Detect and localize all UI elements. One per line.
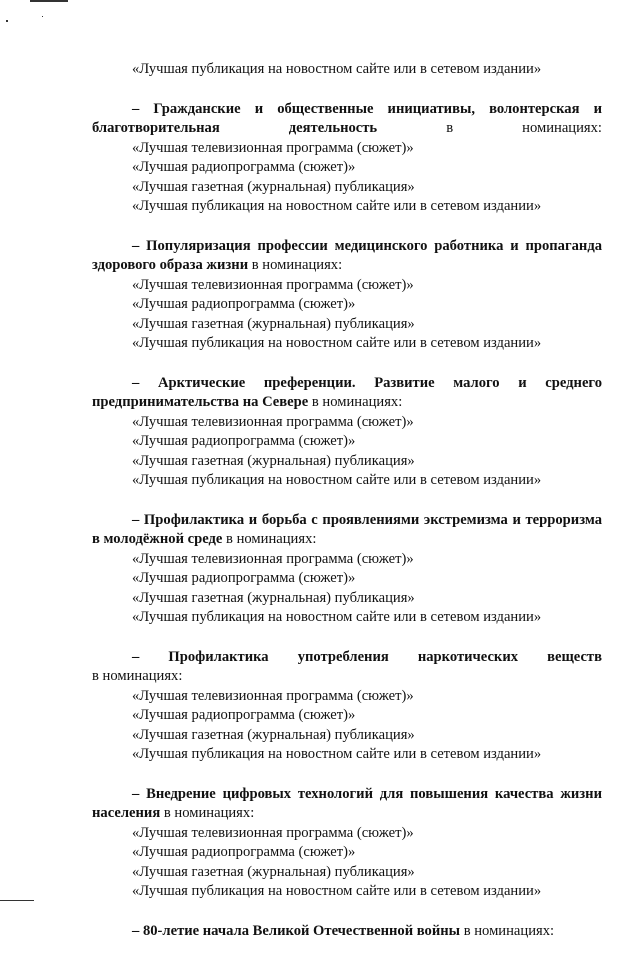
category-heading <box>92 100 602 139</box>
category-section <box>92 922 602 942</box>
category-section <box>92 648 602 765</box>
category-section <box>92 100 602 217</box>
category-heading <box>92 237 602 276</box>
nomination-item: «Лучшая публикация на новостном сайте или в сетевом издании» <box>132 883 542 899</box>
nomination-item: «Лучшая радиопрограмма (сюжет)» <box>132 159 356 175</box>
nomination-item: «Лучшая публикация на новостном сайте или в сетевом издании» <box>132 61 542 77</box>
category-tail: в номинациях: <box>222 531 317 547</box>
scan-mark-bottom-left <box>0 900 34 901</box>
nomination-item: «Лучшая телевизионная программа (сюжет)» <box>132 824 414 841</box>
nomination-item: «Лучшая публикация на новостном сайте или в сетевом издании» <box>132 746 542 762</box>
nomination-item: «Лучшая телевизионная программа (сюжет)» <box>132 413 414 430</box>
scan-dot <box>42 16 43 17</box>
nomination-item: «Лучшая газетная (журнальная) публикация» <box>132 726 415 743</box>
category-section <box>92 511 602 628</box>
document-page <box>92 60 602 961</box>
nomination-item: «Лучшая радиопрограмма (сюжет)» <box>132 433 356 449</box>
category-title: – Профилактика и борьба с проявлениями экстремизма и терроризма в молодёжной среде <box>92 511 602 547</box>
scan-dot <box>6 20 8 22</box>
nomination-item: «Лучшая радиопрограмма (сюжет)» <box>132 707 356 723</box>
category-heading <box>92 648 602 687</box>
category-title: – 80-летие начала Великой Отечественной войны <box>132 922 461 939</box>
category-section <box>92 237 602 354</box>
nomination-item: «Лучшая радиопрограмма (сюжет)» <box>132 570 356 586</box>
nomination-item: «Лучшая газетная (журнальная) публикация» <box>132 589 415 606</box>
nomination-item: «Лучшая публикация на новостном сайте или в сетевом издании» <box>132 198 542 214</box>
category-title: – Арктические преференции. Развитие малого и среднего предпринимательства на Севере <box>92 374 602 410</box>
nomination-item: «Лучшая телевизионная программа (сюжет)» <box>132 139 414 156</box>
category-heading <box>92 785 602 824</box>
nomination-item: «Лучшая публикация на новостном сайте или в сетевом издании» <box>132 472 542 488</box>
nomination-item: «Лучшая телевизионная программа (сюжет)» <box>132 550 414 567</box>
category-heading <box>92 922 602 942</box>
category-tail: в номинациях: <box>460 922 555 939</box>
category-tail: в номинациях: <box>377 120 602 136</box>
category-title: – Профилактика употребления наркотических веществ <box>132 648 602 665</box>
category-heading <box>92 511 602 550</box>
nomination-item: «Лучшая газетная (журнальная) публикация» <box>132 452 415 469</box>
category-section <box>92 785 602 902</box>
nomination-item: «Лучшая газетная (журнальная) публикация» <box>132 178 415 195</box>
category-tail: в номинациях: <box>308 394 403 410</box>
category-tail: в номинациях: <box>160 805 255 821</box>
scan-mark-top-left <box>30 0 68 2</box>
category-title: – Внедрение цифровых технологий для повышения качества жизни населения <box>92 785 602 821</box>
nomination-item: «Лучшая радиопрограмма (сюжет)» <box>132 844 356 860</box>
nomination-item: «Лучшая радиопрограмма (сюжет)» <box>132 296 356 312</box>
nomination-item: «Лучшая телевизионная программа (сюжет)» <box>132 687 414 704</box>
category-title: – Гражданские и общественные инициативы, волонтерская и благотворительная деятельность <box>92 100 602 136</box>
nomination-item: «Лучшая газетная (журнальная) публикация» <box>132 863 415 880</box>
nomination-item: «Лучшая газетная (журнальная) публикация» <box>132 315 415 332</box>
category-tail: в номинациях: <box>92 668 183 684</box>
category-heading <box>92 374 602 413</box>
nomination-item: «Лучшая публикация на новостном сайте или в сетевом издании» <box>132 335 542 351</box>
category-title: – Популяризация профессии медицинского работника и пропаганда здорового образа жизни <box>92 237 602 273</box>
nomination-item: «Лучшая телевизионная программа (сюжет)» <box>132 276 414 293</box>
category-section <box>92 374 602 491</box>
nomination-item: «Лучшая публикация на новостном сайте или в сетевом издании» <box>132 609 542 625</box>
category-tail: в номинациях: <box>248 257 343 273</box>
